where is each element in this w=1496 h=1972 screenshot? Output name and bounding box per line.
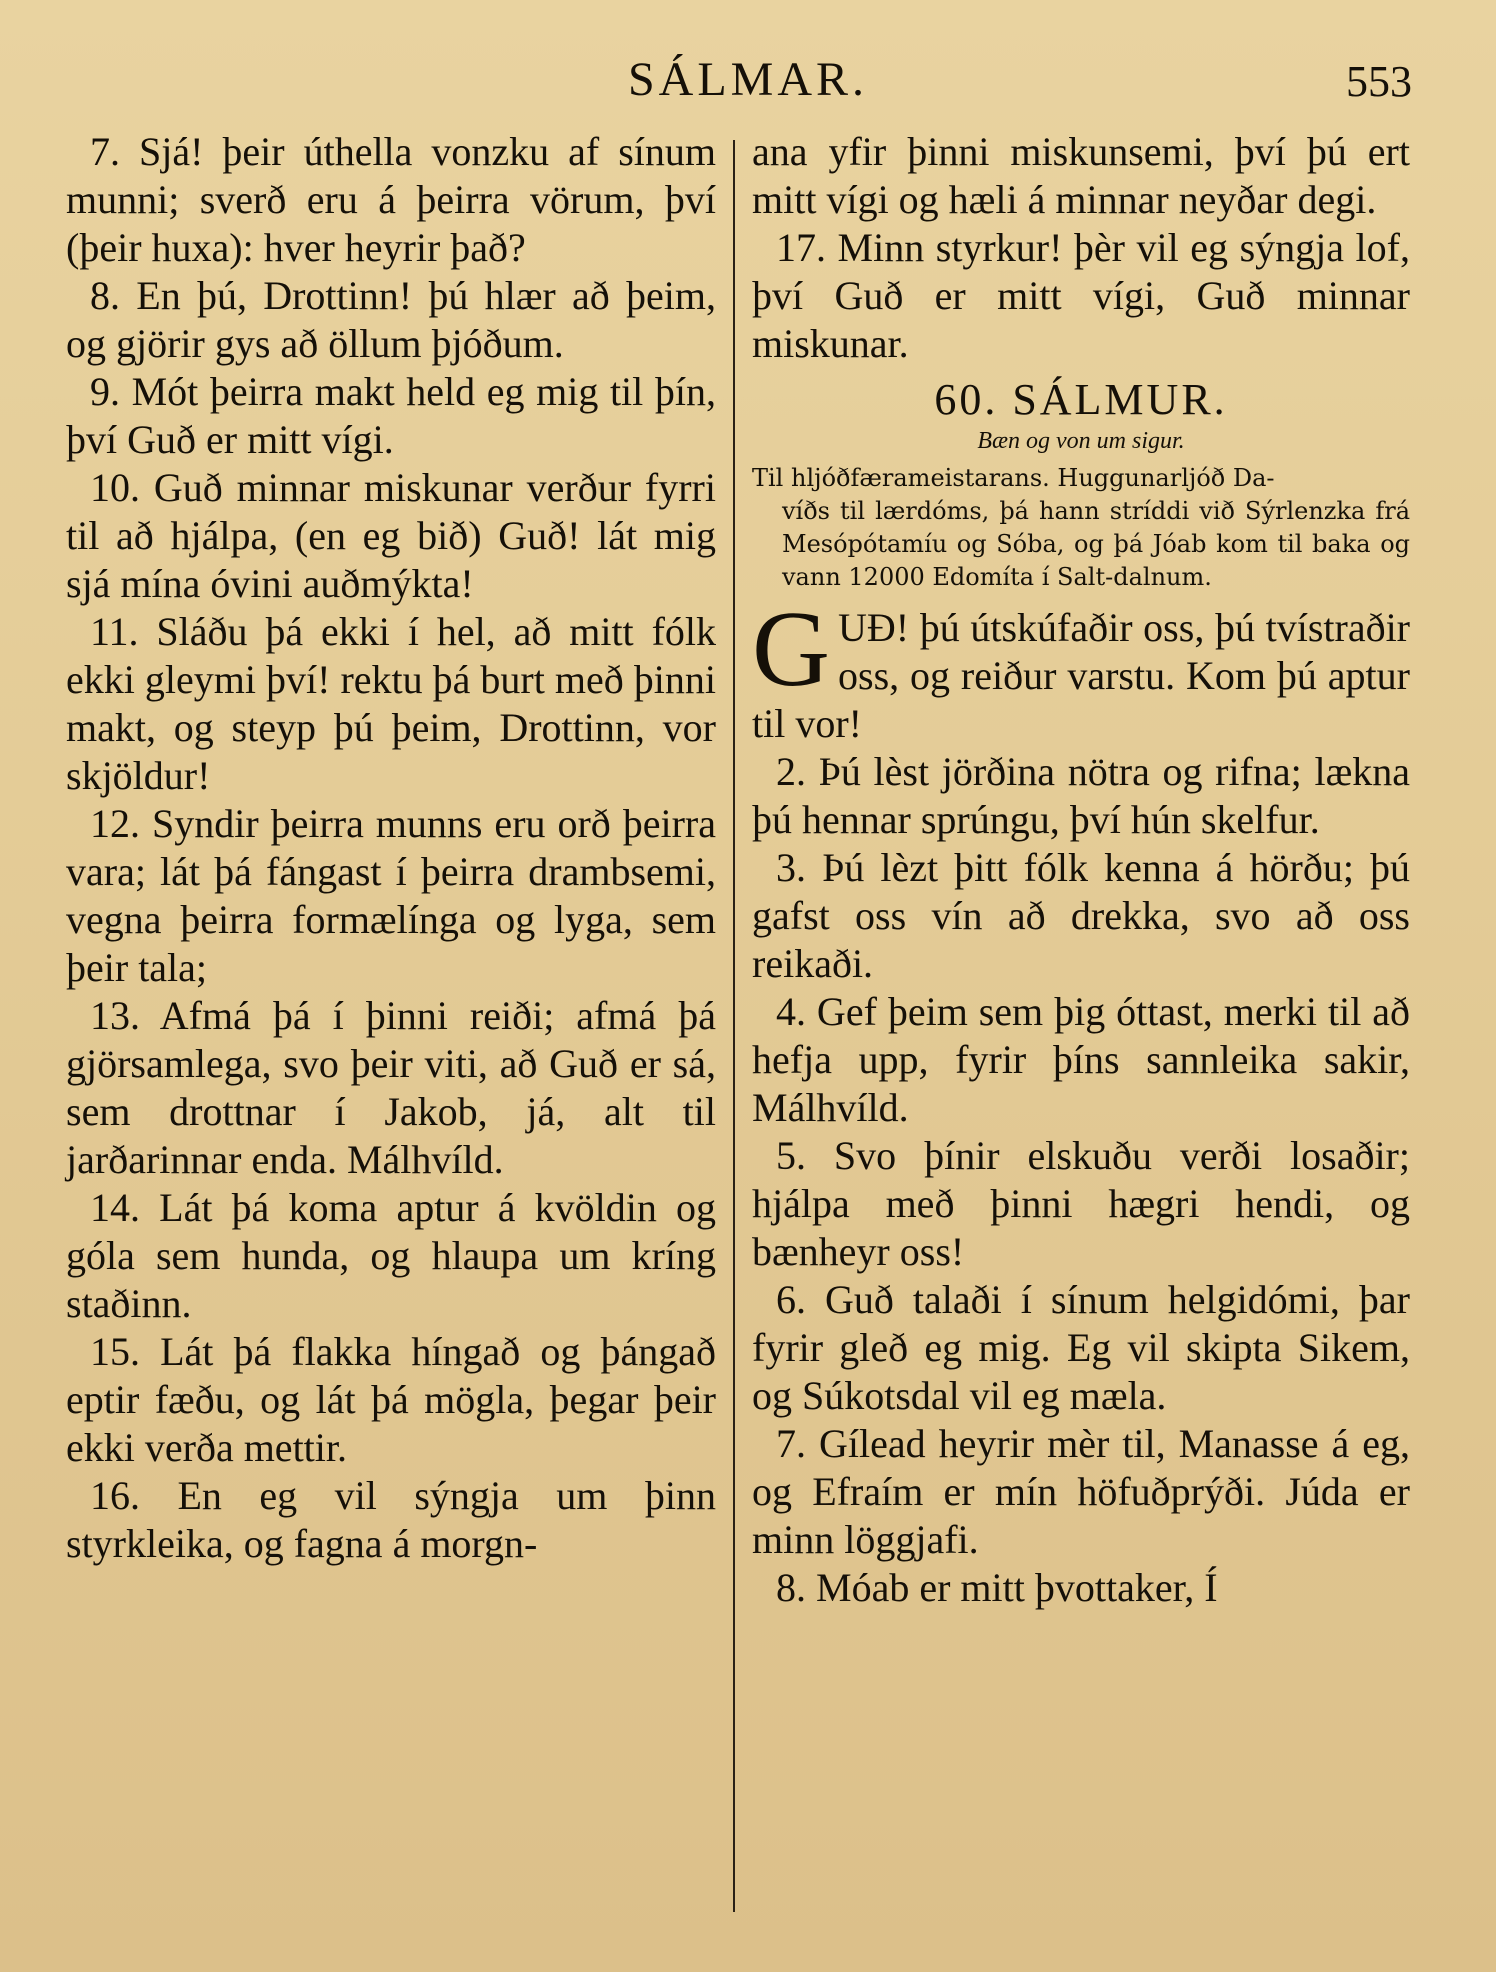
verse-9: 9. Mót þeirra makt held eg mig til þín, því Guð er mitt vígi. — [66, 369, 716, 462]
verse-6: 6. Guð talaði í sínum helgidómi, þar fyrir gleð eg mig. Eg vil skipta Sikem, og Súkotsdal vil eg mæla. — [752, 1277, 1410, 1418]
verse-8-psalm60: 8. Móab er mitt þvottaker, Í — [776, 1565, 1218, 1610]
verse-7: 7. Sjá! þeir úthella vonzku af sínum munni; sverð eru á þeirra vörum, því (þeir huxa): hver heyrir það? — [66, 129, 716, 270]
verse-3: 3. Þú lèzt þitt fólk kenna á hörðu; þú gafst oss vín að drekka, svo að oss reikaði. — [752, 845, 1410, 986]
verse-16: 16. En eg vil sýngja um þinn styrkleika, og fagna á morgn- — [66, 1473, 716, 1566]
verse-1-text: UÐ! þú útskúfaðir oss, þú tvístraðir oss, og reiður varstu. Kom þú aptur til vor! — [752, 605, 1410, 746]
right-column — [752, 128, 1410, 1612]
verse-4: 4. Gef þeim sem þig óttast, merki til að hefja upp, fyrir þíns sannleika sakir, Málhvíld. — [752, 989, 1410, 1130]
psalm-superscription — [752, 462, 1410, 594]
verse-7-psalm60: 7. Gílead heyrir mèr til, Manasse á eg, og Efraím er mín höfuðprýði. Júda er minn löggjafi. — [752, 1421, 1410, 1562]
verse-5: 5. Svo þínir elskuðu verði losaðir; hjálpa með þinni hægri hendi, og bænheyr oss! — [752, 1133, 1410, 1274]
superscription-line-rest: víðs til lærdóms, þá hann stríddi við Sýrlenzka frá Mesópótamíu og Sóba, og þá Jóab kom til baka og vann 12000 Edomíta í Salt-dalnum. — [782, 497, 1410, 591]
verse-17: 17. Minn styrkur! þèr vil eg sýngja lof, því Guð er mitt vígi, Guð minnar miskunar. — [752, 225, 1410, 366]
verse-10: 10. Guð minnar miskunar verður fyrri til að hjálpa, (en eg bið) Guð! lát mig sjá mína óvini auðmýkta! — [66, 465, 716, 606]
drop-cap-letter: G — [752, 590, 830, 709]
verse-16-continuation: ana yfir þinni miskunsemi, því þú ert mitt vígi og hæli á minnar neyðar degi. — [752, 129, 1410, 222]
psalm-subtitle: Bæn og von um sigur. — [977, 428, 1185, 454]
superscription-line-first: Til hljóðfærameistarans. Huggunarljóð Da- — [752, 464, 1275, 492]
left-column — [66, 128, 716, 1568]
verse-1 — [752, 590, 1410, 748]
running-header-title: SÁLMAR. — [627, 53, 869, 106]
verse-13: 13. Afmá þá í þinni reiði; afmá þá gjörsamlega, svo þeir viti, að Guð er sá, sem drottnar í Jakob, já, alt til jarðarinnar enda. Málhvíld. — [66, 993, 716, 1182]
verse-2: 2. Þú lèst jörðina nötra og rifna; lækna þú hennar sprúngu, því hún skelfur. — [752, 749, 1410, 842]
verse-8: 8. En þú, Drottinn! þú hlær að þeim, og gjörir gys að öllum þjóðum. — [66, 273, 716, 366]
verse-12: 12. Syndir þeirra munns eru orð þeirra vara; lát þá fángast í þeirra drambsemi, vegna þeirra formælínga og lyga, sem þeir tala; — [66, 801, 716, 990]
page-number: 553 — [1346, 57, 1412, 106]
verse-11: 11. Sláðu þá ekki í hel, að mitt fólk ekki gleymi því! rektu þá burt með þinni makt, og steyp þú þeim, Drottinn, vor skjöldur! — [66, 609, 716, 798]
verse-14: 14. Lát þá koma aptur á kvöldin og góla sem hunda, og hlaupa um kríng staðinn. — [66, 1185, 716, 1326]
psalm-heading: 60. SÁLMUR. — [934, 375, 1228, 424]
verse-15: 15. Lát þá flakka híngað og þángað eptir fæðu, og lát þá mögla, þegar þeir ekki verða mettir. — [66, 1329, 716, 1470]
column-divider — [733, 140, 735, 1912]
